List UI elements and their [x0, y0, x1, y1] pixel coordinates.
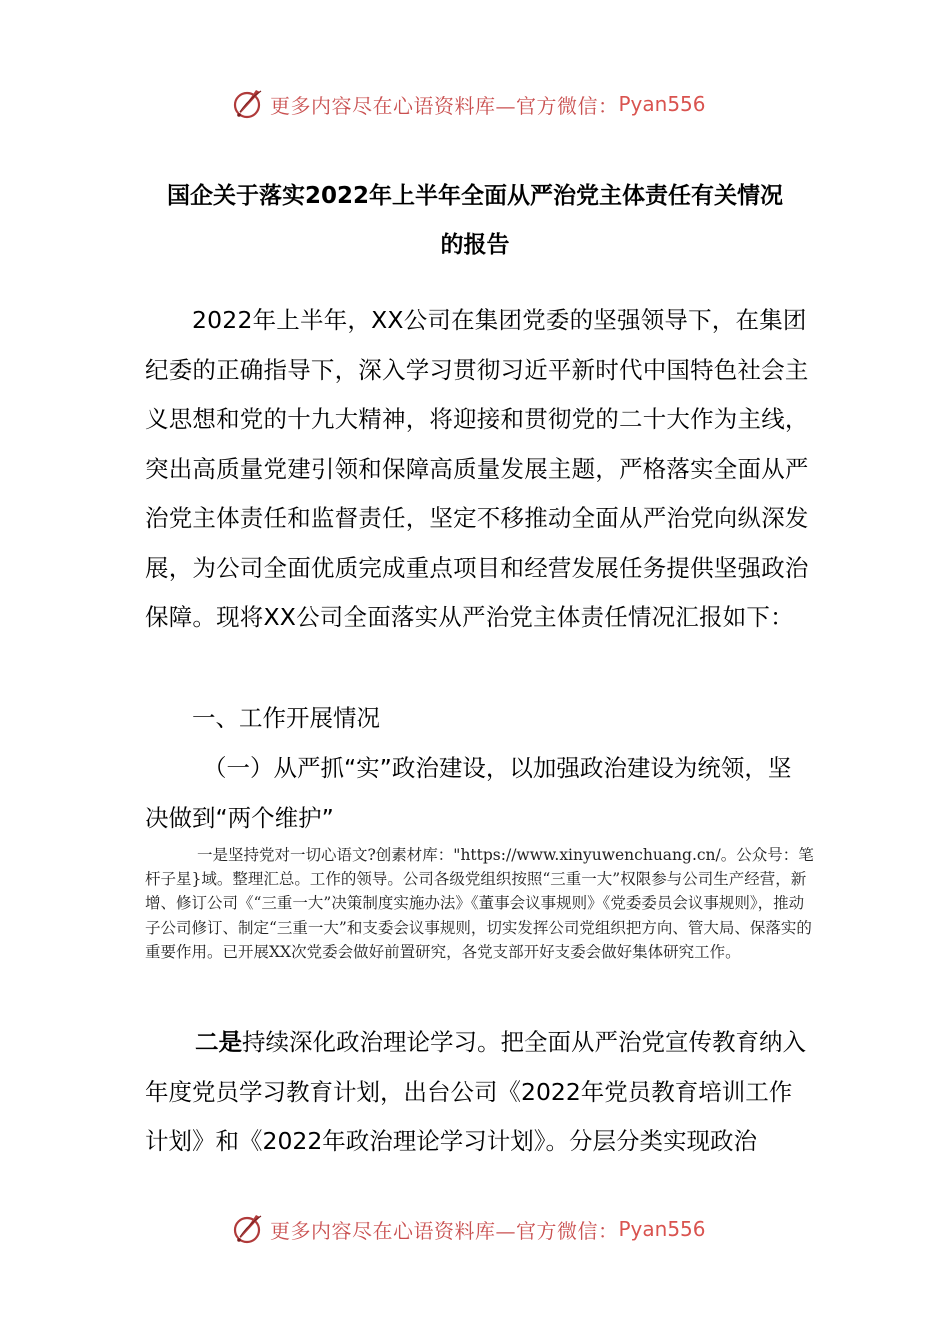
document-title-line-2: 的报告	[440, 232, 510, 258]
second-point-paragraph	[145, 1018, 810, 1167]
small-paragraph: 一是坚持党对一切心语文?创素材库："https://www.xinyuwenchuang.cn/。公众号：笔杆子星}域。整理汇总。工作的领导。公司各级党组织按照“三重一大”权限参与公司生产经营，新增、修订公司《“三重一大”决策制度实施办法》《董事会议事规则》《党委委员会议事规则》，推动子公司修订、制定“三重一大”和支委会议事规则，切实发挥公司党组织把方向、管大局、保落实的重要作用。已开展XX次党委会做好前置研究，各党支部开好支委会做好集体研究工作。	[145, 846, 814, 961]
banner-text: 更多内容尽在心语资料库—官方微信：	[270, 93, 619, 118]
banner-wechat-id: Pyan556	[618, 92, 706, 116]
banner-wechat-id: Pyan556	[618, 1217, 706, 1241]
quill-logo-icon	[230, 1211, 266, 1247]
document-title-line-1: 国企关于落实2022年上半年全面从严治党主体责任有关情况	[166, 183, 783, 209]
intro-paragraph: 2022年上半年，XX公司在集团党委的坚强领导下，在集团纪委的正确指导下，深入学习贯彻习近平新时代中国特色社会主义思想和党的十九大精神，将迎接和贯彻党的二十大作为主线，突出高质量党建引领和保障高质量发展主题，严格落实全面从严治党主体责任和监督责任，坚定不移推动全面从严治党向纵深发展，为公司全面优质完成重点项目和经营发展任务提供坚强政治保障。现将XX公司全面落实从严治党主体责任情况汇报如下：	[145, 306, 809, 631]
header-banner	[230, 82, 750, 126]
second-point-lead: 二是	[195, 1028, 242, 1056]
quill-logo-icon	[230, 86, 266, 122]
footer-banner	[230, 1207, 750, 1251]
section-heading: 一、工作开展情况	[192, 704, 380, 732]
banner-text: 更多内容尽在心语资料库—官方微信：	[270, 1218, 619, 1243]
subsection-heading: （一）从严抓“实”政治建设，以加强政治建设为统领，坚决做到“两个维护”	[145, 754, 792, 832]
second-point-text: 持续深化政治理论学习。把全面从严治党宣传教育纳入年度党员学习教育计划，出台公司《2022年党员教育培训工作计划》和《2022年政治理论学习计划》。分层分类实现政治	[145, 1028, 806, 1155]
